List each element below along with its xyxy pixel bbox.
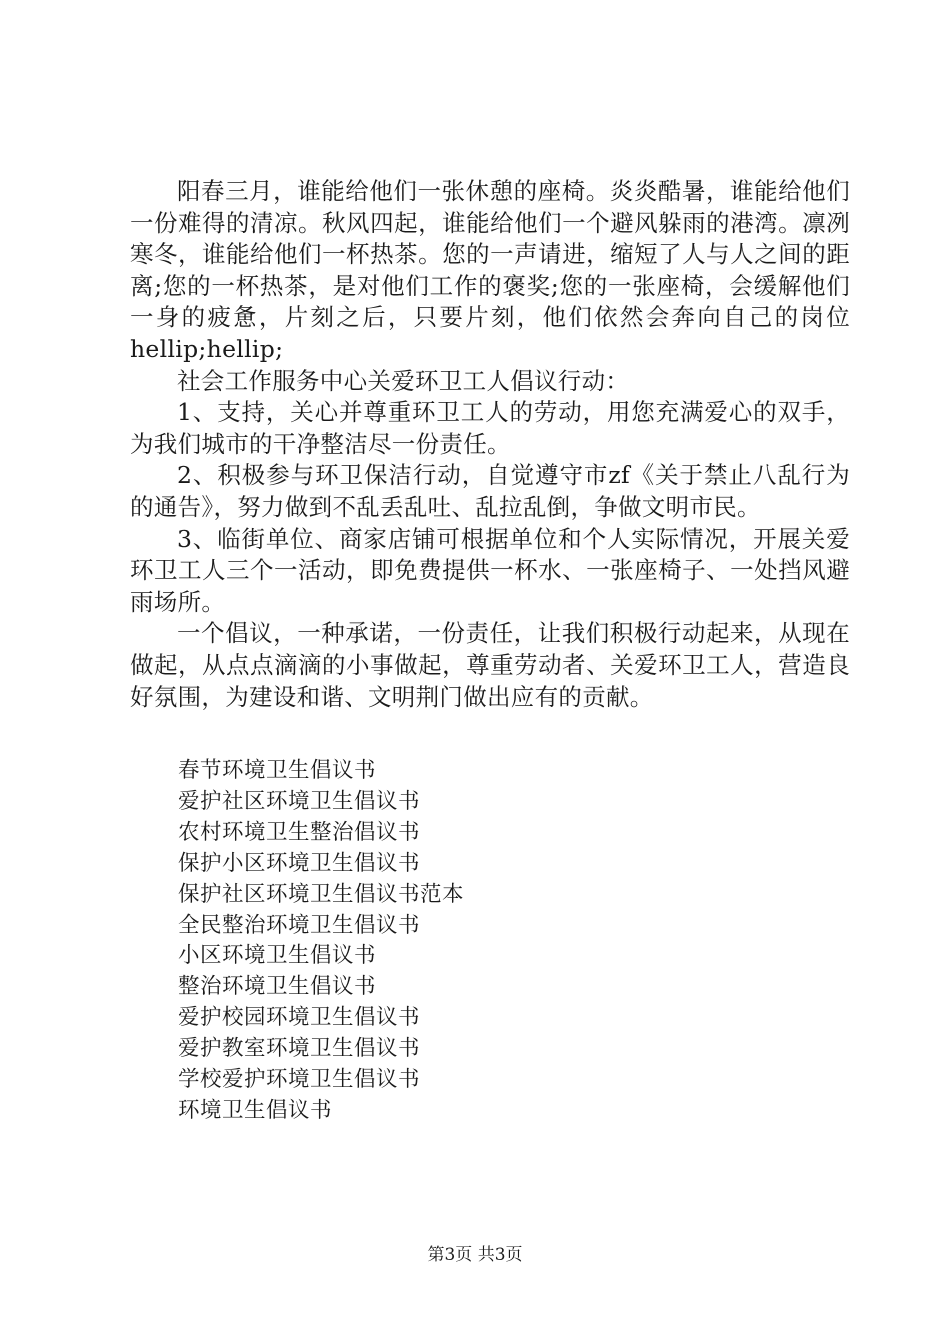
related-link[interactable]: 保护社区环境卫生倡议书范本: [178, 881, 465, 907]
related-link[interactable]: 小区环境卫生倡议书: [178, 943, 377, 969]
related-link[interactable]: 保护小区环境卫生倡议书: [178, 850, 421, 876]
page-number-footer: 第3页 共3页: [427, 1245, 523, 1265]
related-link[interactable]: 农村环境卫生整治倡议书: [178, 819, 421, 845]
paragraph-item-2: 2、积极参与环卫保洁行动，自觉遵守市zf《关于禁止八乱行为的通告》，努力做到不乱丢乱吐、乱拉乱倒，争做文明市民。: [130, 461, 850, 521]
related-link[interactable]: 环境卫生倡议书: [178, 1097, 333, 1123]
paragraph-intro: 阳春三月，谁能给他们一张休憩的座椅。炎炎酷暑，谁能给他们一份难得的清凉。秋风四起，谁能给他们一个避风躲雨的港湾。凛冽寒冬，谁能给他们一杯热茶。您的一声请进，缩短了人与人之间的距离;您的一杯热茶，是对他们工作的褒奖;您的一张座椅，会缓解他们一身的疲惫，片刻之后，只要片刻，他们依然会奔向自己的岗位hellip;hellip;: [130, 177, 850, 363]
related-links-list: [178, 756, 464, 1127]
related-link[interactable]: 春节环境卫生倡议书: [178, 758, 377, 783]
paragraph-initiative-heading: 社会工作服务中心关爱环卫工人倡议行动：: [177, 366, 630, 395]
paragraph-item-3: 3、临街单位、商家店铺可根据单位和个人实际情况，开展关爱环卫工人三个一活动，即免费提供一杯水、一张座椅子、一处挡风避雨场所。: [130, 524, 850, 616]
related-link[interactable]: 学校爱护环境卫生倡议书: [178, 1067, 421, 1093]
related-link[interactable]: 爱护校园环境卫生倡议书: [178, 1005, 421, 1031]
paragraph-item-1: 1、支持，关心并尊重环卫工人的劳动，用您充满爱心的双手，为我们城市的干净整洁尽一份责任。: [130, 398, 850, 458]
paragraph-closing: 一个倡议，一种承诺，一份责任，让我们积极行动起来，从现在做起，从点点滴滴的小事做起，尊重劳动者、关爱环卫工人，营造良好氛围，为建设和谐、文明荆门做出应有的贡献。: [130, 619, 850, 711]
document-body: [130, 176, 850, 713]
related-link[interactable]: 爱护教室环境卫生倡议书: [178, 1036, 421, 1062]
related-link[interactable]: 整治环境卫生倡议书: [178, 974, 377, 1000]
related-link[interactable]: 爱护社区环境卫生倡议书: [178, 788, 421, 814]
related-link[interactable]: 全民整治环境卫生倡议书: [178, 912, 421, 938]
